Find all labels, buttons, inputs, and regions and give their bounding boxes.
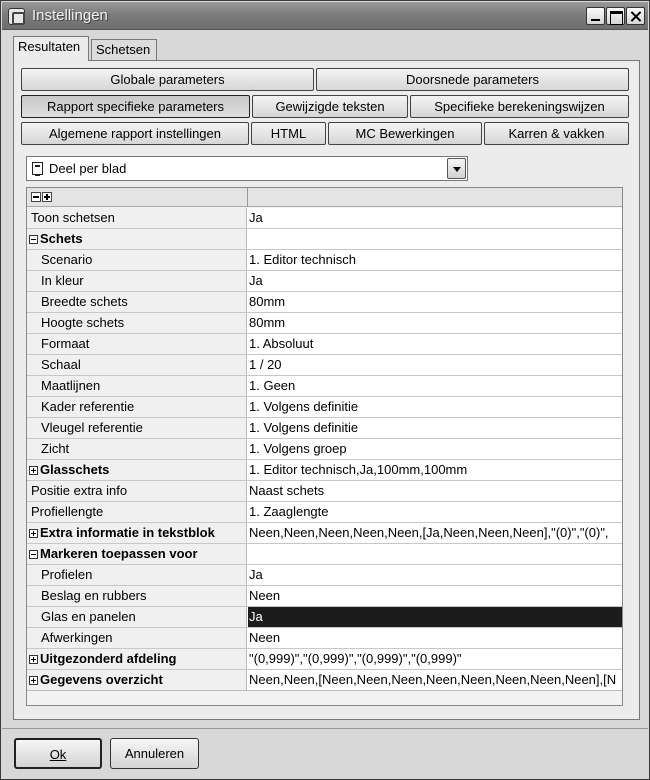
property-name-label: Kader referentie [41,399,135,414]
property-name-label: Schets [40,231,83,246]
property-name-label: Breedte schets [41,294,128,309]
ok-button[interactable] [14,738,102,769]
property-grid [26,187,623,706]
property-name-label: Scenario [41,252,93,267]
property-value[interactable]: 1. Absoluut [249,336,314,351]
gewijzigde-teksten-button[interactable]: Gewijzigde teksten [252,95,408,118]
property-name-label: Profiellengte [31,504,104,519]
tab-resultaten[interactable]: Resultaten [13,36,89,61]
cancel-button[interactable] [110,738,199,769]
globale-parameters-button[interactable]: Globale parameters [21,68,314,91]
property-row[interactable] [27,670,623,691]
property-value[interactable]: 1. Zaaglengte [249,504,329,519]
property-name-label: Uitgezonderd afdeling [40,651,177,666]
property-row[interactable] [27,544,623,565]
property-name [27,292,247,312]
rapport-specifieke-parameters-button[interactable]: Rapport specifieke parameters [21,95,250,118]
property-value[interactable]: "(0,999)","(0,999)","(0,999)","(0,999)" [249,651,462,666]
property-row[interactable] [27,397,623,418]
minimize-button[interactable] [586,7,605,25]
expand-icon[interactable] [29,466,38,475]
karren-vakken-button[interactable]: Karren & vakken [484,122,629,145]
expand-icon[interactable] [29,529,38,538]
property-value[interactable]: 1 / 20 [249,357,282,372]
property-name [27,355,247,375]
property-value[interactable]: 80mm [249,294,286,309]
property-row[interactable] [27,502,623,523]
property-name [27,334,247,354]
property-value[interactable]: Ja [248,607,623,627]
property-name-label: Vleugel referentie [41,420,143,435]
property-name [27,649,247,669]
property-value[interactable] [248,229,623,249]
property-value[interactable]: Ja [249,567,263,582]
property-name-label: Formaat [41,336,90,351]
property-name [27,670,247,690]
close-button[interactable] [626,7,645,25]
property-name [27,397,247,417]
doorsnede-parameters-button[interactable]: Doorsnede parameters [316,68,629,91]
collapse-all-icon[interactable] [31,192,41,202]
property-grid-empty-area [27,690,623,706]
property-name-label: Hoogte schets [41,315,125,330]
specifieke-berekeningswijzen-button[interactable]: Specifieke berekeningswijzen [410,95,629,118]
property-row[interactable] [27,313,623,334]
property-name [27,502,247,522]
tab-schetsen[interactable]: Schetsen [91,39,157,61]
window-title: Instellingen [32,7,108,24]
property-name [27,418,247,438]
property-name [27,628,247,648]
property-name-label: Beslag en rubbers [41,588,147,603]
property-name-label: Extra informatie in tekstblok [40,525,215,540]
property-row[interactable] [27,607,623,628]
cancel-button-label: Annuleren [124,746,185,761]
property-value[interactable]: Neen [249,588,281,603]
property-row[interactable] [27,481,623,502]
title-bar[interactable] [2,2,648,30]
expand-all-icon[interactable] [42,192,52,202]
html-button[interactable]: HTML [251,122,326,145]
property-row[interactable] [27,271,623,292]
property-row[interactable] [27,229,623,250]
property-row[interactable] [27,586,623,607]
property-value[interactable]: Ja [249,210,263,225]
report-page-icon [32,162,43,175]
property-name [27,271,247,291]
property-row[interactable] [27,355,623,376]
property-row[interactable] [27,208,623,229]
property-value[interactable]: Neen,Neen,Neen,Neen,Neen,[Ja,Neen,Neen,Neen],"(0)","(0)", [249,525,609,540]
property-value[interactable]: 80mm [249,315,286,330]
property-row[interactable] [27,292,623,313]
property-value[interactable]: 1. Volgens definitie [249,420,359,435]
property-row[interactable] [27,439,623,460]
column-separator[interactable] [247,188,248,207]
property-row[interactable] [27,376,623,397]
property-row[interactable] [27,250,623,271]
chevron-down-icon[interactable] [447,158,466,179]
property-value[interactable]: 1. Geen [249,378,296,393]
property-name [27,376,247,396]
app-icon[interactable] [8,8,25,25]
algemene-rapport-instellingen-button[interactable]: Algemene rapport instellingen [21,122,249,145]
property-name-label: Toon schetsen [31,210,115,225]
property-name [27,208,247,228]
maximize-button[interactable] [606,7,625,25]
expand-icon[interactable] [29,655,38,664]
property-value[interactable]: Naast schets [249,483,325,498]
property-name [27,250,247,270]
property-name-label: Schaal [41,357,81,372]
property-grid-header [27,188,623,207]
property-value[interactable]: Ja [249,273,263,288]
property-name [27,481,247,501]
report-type-select[interactable] [26,156,468,181]
mc-bewerkingen-button[interactable]: MC Bewerkingen [328,122,482,145]
property-name-label: Maatlijnen [41,378,101,393]
property-row[interactable] [27,334,623,355]
property-row[interactable] [27,565,623,586]
property-name [27,229,247,249]
property-name-label: Markeren toepassen voor [40,546,198,561]
property-value[interactable]: Neen,Neen,[Neen,Neen,Neen,Neen,Neen,Neen,Neen,Neen],[N [249,672,617,687]
property-row[interactable] [27,649,623,670]
property-row[interactable] [27,418,623,439]
property-value[interactable]: 1. Volgens definitie [249,399,359,414]
property-name [27,460,247,480]
property-name-label: Glas en panelen [41,609,136,624]
expand-icon[interactable] [29,676,38,685]
property-value[interactable]: Neen [249,630,281,645]
property-name [27,586,247,606]
property-name [27,523,247,543]
property-value[interactable]: 1. Editor technisch [249,252,356,267]
property-name [27,607,247,627]
property-name [27,313,247,333]
property-value[interactable] [248,544,623,564]
property-row[interactable] [27,460,623,481]
property-name-label: Profielen [41,567,93,582]
property-row[interactable] [27,523,623,544]
property-name [27,439,247,459]
ok-button-label: Ok [49,747,67,762]
property-name-label: Zicht [41,441,70,456]
property-value[interactable]: 1. Editor technisch,Ja,100mm,100mm [249,462,468,477]
property-name-label: In kleur [41,273,84,288]
property-name [27,544,247,564]
property-row[interactable] [27,628,623,649]
property-name-label: Gegevens overzicht [40,672,163,687]
property-name-label: Glasschets [40,462,110,477]
property-name [27,565,247,585]
property-value[interactable]: 1. Volgens groep [249,441,347,456]
report-type-value: Deel per blad [49,161,127,176]
collapse-icon[interactable] [29,550,38,559]
collapse-icon[interactable] [29,235,38,244]
footer-divider [2,728,648,729]
property-name-label: Positie extra info [31,483,128,498]
property-name-label: Afwerkingen [41,630,113,645]
